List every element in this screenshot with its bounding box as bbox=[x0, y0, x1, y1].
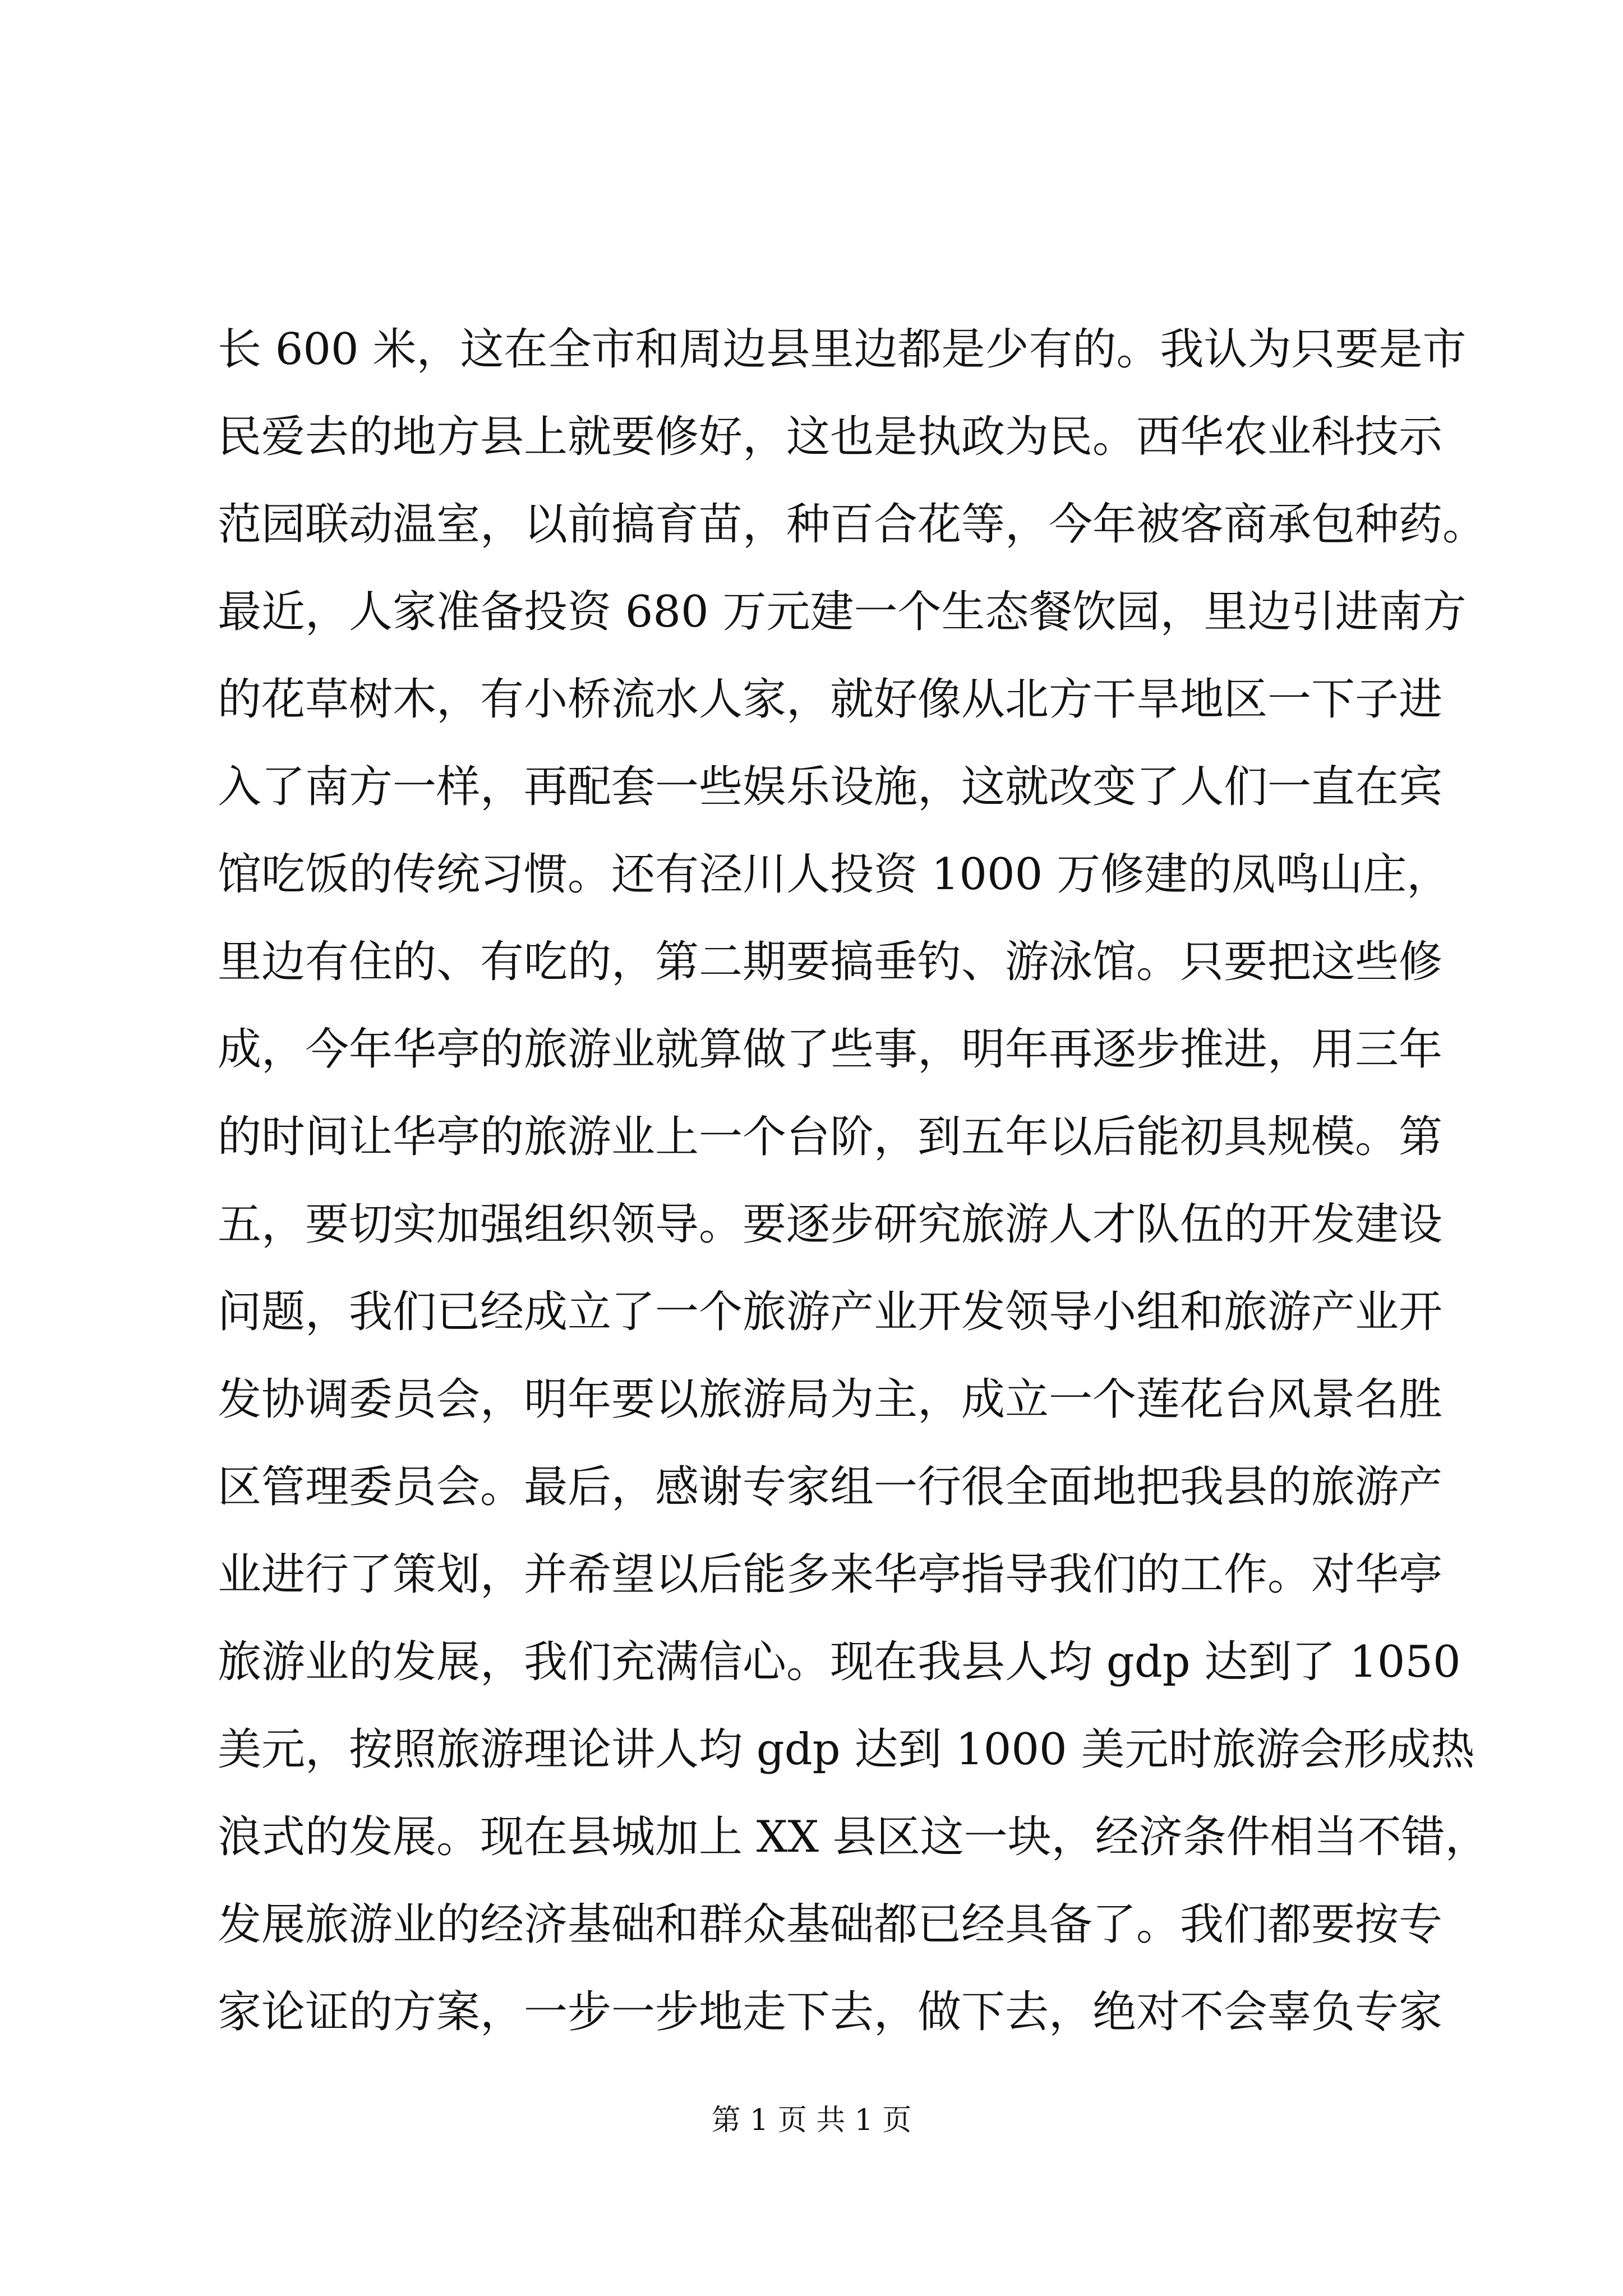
text-line: 范园联动温室，以前搞育苗，种百合花等，今年被客商承包种药。 bbox=[218, 499, 1487, 550]
text-line: 问题，我们已经成立了一个旅游产业开发领导小组和旅游产业开 bbox=[218, 1287, 1443, 1337]
text-line: 旅游业的发展，我们充满信心。现在我县人均 gdp 达到了 1050 bbox=[218, 1637, 1461, 1687]
text-line: 美元，按照旅游理论讲人均 gdp 达到 1000 美元时旅游会形成热 bbox=[218, 1724, 1475, 1775]
text-line: 发协调委员会，明年要以旅游局为主，成立一个莲花台风景名胜 bbox=[218, 1374, 1443, 1425]
text-line: 民爱去的地方县上就要修好，这也是执政为民。西华农业科技示 bbox=[218, 412, 1443, 462]
text-line: 最近，人家准备投资 680 万元建一个生态餐饮园，里边引进南方 bbox=[218, 587, 1467, 637]
text-line: 里边有住的、有吃的，第二期要搞垂钓、游泳馆。只要把这些修 bbox=[218, 937, 1443, 987]
body-text bbox=[218, 306, 1489, 2056]
page-number-label: 第 1 页 共 1 页 bbox=[711, 2104, 912, 2137]
text-line: 长 600 米，这在全市和周边县里边都是少有的。我认为只要是市 bbox=[218, 324, 1467, 375]
text-line: 区管理委员会。最后，感谢专家组一行很全面地把我县的旅游产 bbox=[218, 1462, 1443, 1512]
page-footer bbox=[0, 2101, 1623, 2140]
text-line: 成，今年华亭的旅游业就算做了些事，明年再逐步推进，用三年 bbox=[218, 1024, 1443, 1075]
text-line: 五，要切实加强组织领导。要逐步研究旅游人才队伍的开发建设 bbox=[218, 1199, 1443, 1250]
text-line: 发展旅游业的经济基础和群众基础都已经具备了。我们都要按专 bbox=[218, 1899, 1443, 1950]
text-line: 业进行了策划，并希望以后能多来华亭指导我们的工作。对华亭 bbox=[218, 1549, 1443, 1600]
text-line: 入了南方一样，再配套一些娱乐设施，这就改变了人们一直在宾 bbox=[218, 762, 1443, 812]
text-line: 馆吃饭的传统习惯。还有泾川人投资 1000 万修建的凤鸣山庄， bbox=[218, 849, 1451, 900]
text-line: 的时间让华亭的旅游业上一个台阶，到五年以后能初具规模。第 bbox=[218, 1112, 1443, 1162]
text-line: 的花草树木，有小桥流水人家，就好像从北方干旱地区一下子进 bbox=[218, 674, 1443, 725]
text-line: 家论证的方案，一步一步地走下去，做下去，绝对不会辜负专家 bbox=[218, 1987, 1443, 2037]
text-line: 浪式的发展。现在县城加上 XX 县区这一块，经济条件相当不错， bbox=[218, 1812, 1489, 1862]
